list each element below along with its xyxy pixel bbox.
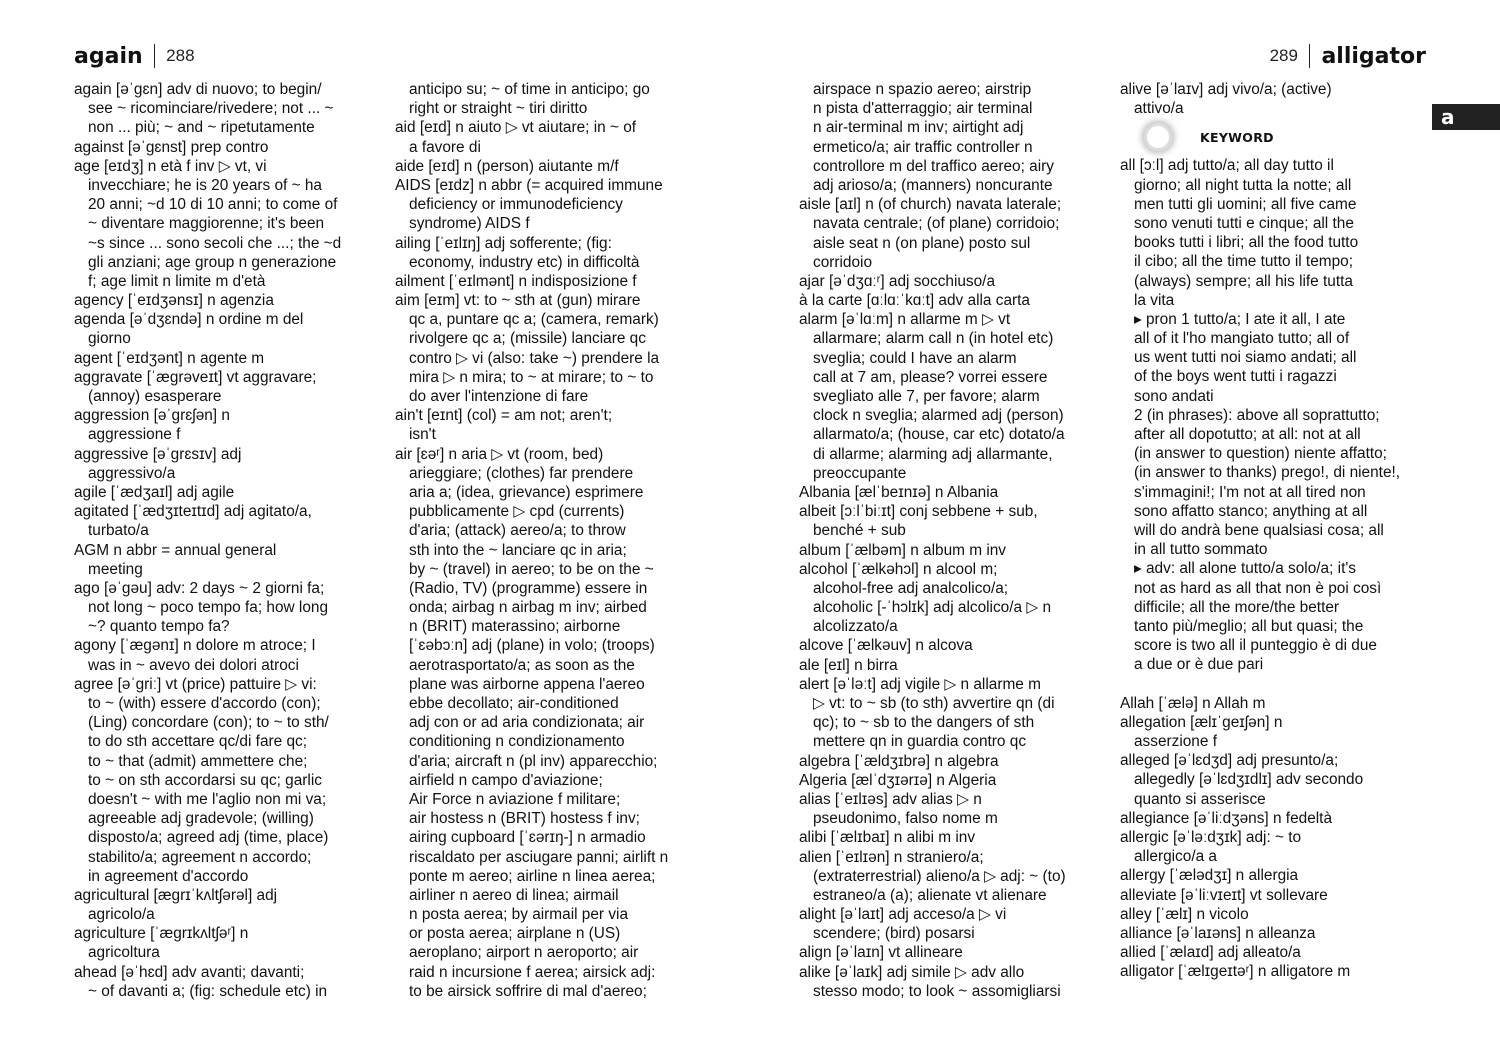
- dictionary-entry-line: asserzione f: [1134, 733, 1217, 750]
- dictionary-entry-headline: aggressive [əˈɡrɛsɪv] adj: [74, 445, 242, 463]
- dictionary-entry-headline: agree [əˈɡriː] vt (price) pattuire ▷ vi:: [74, 675, 317, 693]
- dictionary-entry-line: of the boys went tutti i ragazzi: [1134, 368, 1337, 386]
- dictionary-entry-headline: alcove [ˈælkəuv] n alcova: [799, 637, 973, 655]
- dictionary-entry-line: not as hard as all that non è poi così: [1134, 579, 1382, 597]
- dictionary-entry-line: agreeable adj gradevole; (willing): [88, 810, 314, 828]
- entry-spacer: [1120, 674, 1428, 693]
- dictionary-entry-line: sono venuti tutti e cinque; all the: [1134, 214, 1354, 232]
- dictionary-entry-line: alcohol-free adj analcolico/a;: [813, 579, 1009, 597]
- dictionary-entry-line: [ˈɛəbɔːn] adj (plane) in volo; (troops): [409, 637, 655, 655]
- right-guide-word: alligator: [1321, 43, 1426, 69]
- dictionary-entry-line: doesn't ~ with me l'aglio non mi va;: [88, 790, 327, 808]
- dictionary-entry-line: to ~ on sth accordarsi su qc; garlic: [88, 771, 322, 789]
- dictionary-entry-headline: Albania [ælˈbeɪnɪə] n Albania: [799, 483, 999, 501]
- dictionary-entry-line: adj arioso/a; (manners) noncurante: [813, 176, 1053, 194]
- dictionary-entry-line: syndrome) AIDS f: [409, 215, 530, 233]
- right-page-number: 289: [1269, 46, 1298, 65]
- dictionary-entry-line: giorno: [88, 330, 131, 348]
- dictionary-entry-line: allarmato/a; (house, car etc) dotato/a: [813, 426, 1065, 444]
- dictionary-entry-headline: agriculture [ˈæɡrɪkʌltʃəʳ] n: [74, 925, 249, 943]
- dictionary-entry-headline: age [eɪdʒ] n età f inv ▷ vt, vi: [74, 157, 267, 175]
- dictionary-entry-headline: algebra [ˈældʒɪbrə] n algebra: [799, 752, 999, 770]
- dictionary-entry-headline: alive [əˈlaɪv] adj vivo/a; (active): [1120, 81, 1332, 98]
- dictionary-entry-line: to ~ (with) essere d'accordo (con);: [88, 695, 321, 712]
- dictionary-entry-line: il cibo; all the time tutto il tempo;: [1134, 253, 1353, 271]
- dictionary-entry-line: sono affatto stanco; anything at all: [1134, 502, 1368, 520]
- dictionary-entry-line: attivo/a: [1134, 100, 1184, 118]
- dictionary-entry-line: 20 anni; ~d 10 di 10 anni; to come of: [88, 196, 338, 214]
- dictionary-entry-line: deficiency or immunodeficiency: [409, 196, 623, 214]
- dictionary-entry-line: contro ▷ vi (also: take ~) prendere la: [409, 349, 660, 367]
- dictionary-column-1: [74, 80, 382, 1001]
- dictionary-entry-line: ponte m aereo; airline n linea aerea;: [409, 867, 656, 885]
- dictionary-entry-line: airliner n aereo di linea; airmail: [409, 886, 619, 904]
- dictionary-entry-line: 2 (in phrases): above all soprattutto;: [1134, 406, 1380, 424]
- dictionary-entry-line: giorno; all night tutta la notte; all: [1134, 176, 1352, 194]
- dictionary-entry-line: sveglia; could I have an alarm: [813, 349, 1017, 367]
- letter-thumb-tab: a: [1432, 104, 1500, 130]
- dictionary-entry-line: stesso modo; to look ~ assomigliarsi: [813, 982, 1061, 1000]
- dictionary-entry-line: n air-terminal m inv; airtight adj: [813, 119, 1024, 137]
- dictionary-entry-headline: alleviate [əˈliːvɪeɪt] vt sollevare: [1120, 886, 1328, 904]
- dictionary-entry-headline: allergic [əˈləːdʒɪk] adj: ~ to: [1120, 828, 1302, 846]
- dictionary-entry-line: onda; airbag n airbag m inv; airbed: [409, 599, 647, 617]
- dictionary-entry-line: will do andrà bene qualsiasi cosa; all: [1134, 521, 1384, 539]
- dictionary-entry-line: preoccupante: [813, 464, 907, 482]
- dictionary-entry-line: quanto si asserisce: [1134, 790, 1266, 808]
- dictionary-entry-headline: agitated [ˈædʒɪteɪtɪd] adj agitato/a,: [74, 503, 312, 521]
- dictionary-entry-headline: alarm [əˈlɑːm] n allarme m ▷ vt: [799, 311, 1011, 329]
- dictionary-entry-line: (extraterrestrial) alieno/a ▷ adj: ~ (to): [813, 867, 1066, 885]
- dictionary-entry-line: ermetico/a; air traffic controller n: [813, 138, 1033, 156]
- dictionary-entry-line: pseudonimo, falso nome m: [813, 810, 998, 828]
- dictionary-entry-line: conditioning n condizionamento: [409, 733, 625, 751]
- dictionary-entry-headline: agency [ˈeɪdʒənsɪ] n agenzia: [74, 292, 274, 310]
- dictionary-entry-headline: Algeria [ælˈdʒɪərɪə] n Algeria: [799, 771, 997, 789]
- dictionary-entry-headline: air [ɛəʳ] n aria ▷ vt (room, bed): [395, 445, 604, 463]
- dictionary-entry-line: by ~ (travel) in aereo; to be on the ~: [409, 560, 654, 578]
- dictionary-entry-line: anticipo su; ~ of time in anticipo; go: [409, 81, 650, 98]
- dictionary-entry-line: to do sth accettare qc/di fare qc;: [88, 733, 308, 751]
- dictionary-entry-line: d'aria; (attack) aereo/a; to throw: [409, 522, 626, 540]
- dictionary-entry-headline: agricultural [æɡrɪˈkʌltʃərəl] adj: [74, 886, 278, 904]
- dictionary-entry-line: allegedly [əˈlɛdʒɪdlɪ] adv secondo: [1134, 771, 1364, 789]
- dictionary-entry-headline: allegiance [əˈliːdʒəns] n fedeltà: [1120, 809, 1333, 827]
- dictionary-entry-headline: alias [ˈeɪlɪəs] adv alias ▷ n: [799, 790, 982, 808]
- dictionary-entry-line: disposto/a; agreed adj (time, place): [88, 829, 329, 847]
- dictionary-entry-headline: allegation [ælɪˈɡeɪʃən] n: [1120, 713, 1283, 731]
- dictionary-entry-line: (in answer to question) niente affatto;: [1134, 445, 1387, 463]
- dictionary-entry-headline: against [əˈɡɛnst] prep contro: [74, 138, 269, 156]
- dictionary-entry-line: s'immagini!; I'm not at all tired non: [1134, 483, 1366, 501]
- dictionary-entry-headline: alert [əˈləːt] adj vigile ▷ n allarme m: [799, 675, 1041, 693]
- header-divider: [154, 44, 156, 68]
- dictionary-entry-headline: allergy [ˈælədʒɪ] n allergia: [1120, 867, 1299, 885]
- dictionary-entry-line: was in ~ avevo dei dolori atroci: [88, 656, 299, 674]
- dictionary-entry-line: to ~ that (admit) ammettere che;: [88, 752, 308, 770]
- dictionary-entry-line: do aver l'intenzione di fare: [409, 388, 589, 405]
- dictionary-entry-headline: all [ɔːl] adj tutto/a; all day tutto il: [1120, 157, 1334, 175]
- dictionary-entry-line: isn't: [409, 426, 436, 444]
- dictionary-entry-headline: ago [əˈɡəu] adv: 2 days ~ 2 giorni fa;: [74, 579, 325, 597]
- dictionary-entry-line: books tutti i libri; all the food tutto: [1134, 234, 1359, 252]
- dictionary-entry-line: after all dopotutto; at all: not at all: [1134, 426, 1361, 443]
- dictionary-entry-headline: ale [eɪl] n birra: [799, 656, 898, 674]
- dictionary-entry-headline: align [əˈlaɪn] vt allineare: [799, 944, 963, 962]
- dictionary-entry-line: (Ling) concordare (con); to ~ to sth/: [88, 714, 329, 732]
- dictionary-entry-line: airspace n spazio aereo; airstrip: [813, 81, 1032, 98]
- dictionary-entry-line: tanto più/meglio; all but quasi; the: [1134, 617, 1364, 635]
- dictionary-entry-headline: again [əˈɡɛn] adv di nuovo; to begin/: [74, 81, 322, 98]
- dictionary-entry-line: a due or è due pari: [1134, 656, 1264, 674]
- dictionary-entry-line: corridoio: [813, 253, 873, 271]
- dictionary-entry-line: us went tutti noi siamo andati; all: [1134, 349, 1357, 367]
- dictionary-entry-line: see ~ ricominciare/rivedere; not ... ~: [88, 100, 334, 118]
- dictionary-entry-line: stabilito/a; agreement n accordo;: [88, 848, 312, 866]
- dictionary-entry-line: Air Force n aviazione f militare;: [409, 790, 621, 808]
- dictionary-entry-headline: aggravate [ˈæɡrəveɪt] vt aggravare;: [74, 368, 317, 386]
- dictionary-entry-headline: Allah [ˈælə] n Allah m: [1120, 694, 1266, 712]
- dictionary-entry-line: di allarme; alarming adj allarmante,: [813, 445, 1053, 463]
- dictionary-entry-line: airing cupboard [ˈɛərɪŋ-] n armadio: [409, 829, 646, 847]
- dictionary-entry-headline: agent [ˈeɪdʒənt] n agente m: [74, 349, 265, 367]
- dictionary-entry-headline: alligator [ˈælɪɡeɪtəʳ] n alligatore m: [1120, 963, 1351, 981]
- dictionary-entry-line: navata centrale; (of plane) corridoio;: [813, 215, 1060, 233]
- dictionary-entry-line: invecchiare; he is 20 years of ~ ha: [88, 176, 322, 194]
- dictionary-column-3: [799, 80, 1107, 1001]
- dictionary-entry-line: arieggiare; (clothes) far prendere: [409, 464, 634, 482]
- dictionary-entry-line: alcoholic [-ˈhɔlɪk] adj alcolico/a ▷ n: [813, 599, 1052, 617]
- dictionary-entry-headline: alliance [əˈlaɪəns] n alleanza: [1120, 924, 1316, 942]
- dictionary-entry-line: riscaldato per asciugare panni; airlift n: [409, 848, 669, 866]
- dictionary-entry-headline: ailing [ˈeɪlɪŋ] adj sofferente; (fig:: [395, 234, 612, 252]
- dictionary-entry-line: ebbe decollato; air-conditioned: [409, 695, 619, 712]
- dictionary-entry-line: aria a; (idea, grievance) esprimere: [409, 483, 644, 501]
- dictionary-entry-line: ▸ adv: all alone tutto/a solo/a; it's: [1134, 560, 1356, 578]
- keyword-label: KEYWORD: [1200, 129, 1274, 145]
- dictionary-entry-line: benché + sub: [813, 522, 906, 540]
- dictionary-entry-line: all of it l'ho mangiato tutto; all of: [1134, 330, 1350, 348]
- dictionary-entry-line: sth into the ~ lanciare qc in aria;: [409, 541, 627, 559]
- dictionary-entry-line: economy, industry etc) in difficoltà: [409, 253, 640, 271]
- dictionary-entry-headline: ailment [ˈeɪlmənt] n indisposizione f: [395, 272, 637, 290]
- dictionary-entry-line: ~ diventare maggiorenne; it's been: [88, 215, 325, 233]
- dictionary-entry-line: raid n incursione f aerea; airsick adj:: [409, 963, 656, 981]
- dictionary-entry-headline: alleged [əˈlɛdʒd] adj presunto/a;: [1120, 752, 1339, 770]
- dictionary-entry-headline: alibi [ˈælɪbaɪ] n alibi m inv: [799, 829, 976, 847]
- dictionary-entry-headline: alcohol [ˈælkəhɔl] n alcool m;: [799, 560, 998, 578]
- dictionary-entry-headline: aim [eɪm] vt: to ~ sth at (gun) mirare: [395, 292, 641, 310]
- dictionary-entry-line: aggressione f: [88, 426, 181, 444]
- dictionary-entry-line: call at 7 am, please? vorrei essere: [813, 368, 1048, 386]
- dictionary-entry-line: mira ▷ n mira; to ~ at mirare; to ~ to: [409, 368, 654, 386]
- dictionary-entry-line: to be airsick soffrire di mal d'aereo;: [409, 982, 647, 1000]
- dictionary-entry-line: n pista d'atterraggio; air terminal: [813, 100, 1033, 118]
- left-page-number: 288: [166, 46, 195, 65]
- dictionary-entry-headline: allied [ˈælaɪd] adj alleato/a: [1120, 944, 1301, 962]
- dictionary-entry-line: agricolo/a: [88, 906, 155, 924]
- dictionary-entry-line: ~ of davanti a; (fig: schedule etc) in: [88, 982, 328, 1000]
- dictionary-entry-line: (always) sempre; all his life tutta: [1134, 272, 1353, 290]
- dictionary-entry-headline: aid [eɪd] n aiuto ▷ vt aiutare; in ~ of: [395, 119, 637, 137]
- dictionary-entry-line: sono andati: [1134, 387, 1214, 405]
- dictionary-entry-line: aggressivo/a: [88, 464, 176, 482]
- dictionary-entry-line: ▸ pron 1 tutto/a; I ate it all, I ate: [1134, 310, 1346, 328]
- dictionary-entry-line: in agreement d'accordo: [88, 867, 249, 885]
- dictionary-entry-line: score is two all il punteggio è di due: [1134, 637, 1377, 655]
- dictionary-entry-headline: aggression [əˈɡrɛʃən] n: [74, 407, 230, 425]
- dictionary-entry-line: aerotrasportato/a; as soon as the: [409, 656, 635, 674]
- dictionary-entry-line: difficile; all the more/the better: [1134, 598, 1340, 616]
- dictionary-entry-headline: agenda [əˈdʒɛndə] n ordine m del: [74, 311, 304, 329]
- dictionary-entry-line: or posta aerea; airplane n (US): [409, 925, 621, 943]
- dictionary-entry-headline: ahead [əˈhɛd] adv avanti; davanti;: [74, 963, 305, 981]
- dictionary-entry-headline: alight [əˈlaɪt] adj acceso/a ▷ vi: [799, 906, 1007, 924]
- keyword-bullet-icon: [1144, 123, 1172, 151]
- dictionary-entry-line: ~? quanto tempo fa?: [88, 618, 230, 636]
- dictionary-entry-line: non ... più; ~ and ~ ripetutamente: [88, 119, 315, 137]
- dictionary-entry-line: men tutti gli uomini; all five came: [1134, 195, 1357, 213]
- dictionary-entry-line: agricoltura: [88, 944, 160, 962]
- dictionary-entry-headline: AGM n abbr = annual general: [74, 541, 277, 559]
- keyword-marker: [1120, 118, 1428, 156]
- dictionary-entry-line: adj con or ad aria condizionata; air: [409, 714, 645, 732]
- page-header-left: [74, 38, 195, 74]
- dictionary-entry-line: alcolizzato/a: [813, 618, 898, 636]
- header-divider: [1309, 44, 1311, 68]
- dictionary-entry-headline: alike [əˈlaɪk] adj simile ▷ adv allo: [799, 963, 1025, 981]
- dictionary-entry-line: estraneo/a (a); alienate vt alienare: [813, 886, 1047, 904]
- dictionary-entry-line: qc); to ~ sb to the dangers of sth: [813, 714, 1035, 732]
- dictionary-entry-headline: à la carte [ɑːlɑːˈkɑːt] adv alla carta: [799, 292, 1030, 310]
- dictionary-entry-line: d'aria; aircraft n (pl inv) apparecchio;: [409, 752, 658, 770]
- dictionary-entry-line: n posta aerea; by airmail per via: [409, 906, 629, 924]
- dictionary-entry-headline: aide [eɪd] n (person) aiutante m/f: [395, 157, 619, 175]
- dictionary-entry-line: allarmare; alarm call n (in hotel etc): [813, 330, 1054, 348]
- dictionary-entry-headline: albeit [ɔːlˈbiːɪt] conj sebbene + sub,: [799, 503, 1038, 521]
- page-header-right: [1270, 38, 1426, 74]
- dictionary-entry-headline: agile [ˈædʒaɪl] adj agile: [74, 483, 235, 501]
- dictionary-entry-line: mettere qn in guardia contro qc: [813, 733, 1027, 751]
- dictionary-entry-line: a favore di: [409, 138, 481, 156]
- dictionary-entry-line: aeroplano; airport n aeroporto; air: [409, 944, 639, 962]
- dictionary-entry-line: rivolgere qc a; (missile) lanciare qc: [409, 330, 646, 348]
- dictionary-entry-line: ▷ vt: to ~ sb (to sth) avvertire qn (di: [813, 695, 1055, 712]
- dictionary-entry-headline: ajar [əˈdʒɑːʳ] adj socchiuso/a: [799, 272, 996, 290]
- dictionary-entry-headline: album [ˈælbəm] n album m inv: [799, 541, 1006, 559]
- dictionary-entry-line: svegliato alle 7, per favore; alarm: [813, 388, 1040, 405]
- dictionary-entry-line: not long ~ poco tempo fa; how long: [88, 599, 329, 617]
- left-guide-word: again: [74, 43, 143, 69]
- dictionary-entry-headline: alley [ˈælɪ] n vicolo: [1120, 905, 1249, 923]
- dictionary-entry-line: qc a, puntare qc a; (camera, remark): [409, 311, 659, 329]
- dictionary-column-4: [1120, 80, 1428, 981]
- dictionary-entry-headline: agony [ˈæɡənɪ] n dolore m atroce; I: [74, 637, 316, 655]
- dictionary-entry-line: scendere; (bird) posarsi: [813, 925, 975, 943]
- dictionary-entry-headline: alien [ˈeɪlɪən] n straniero/a;: [799, 848, 984, 866]
- dictionary-entry-headline: AIDS [eɪdz] n abbr (= acquired immune: [395, 176, 663, 194]
- dictionary-entry-line: allergico/a a: [1134, 848, 1217, 866]
- dictionary-entry-line: f; age limit n limite m d'età: [88, 272, 266, 290]
- dictionary-entry-line: n (BRIT) materassino; airborne: [409, 618, 621, 636]
- dictionary-entry-line: controllore m del traffico aereo; airy: [813, 157, 1054, 175]
- dictionary-entry-line: in all tutto sommato: [1134, 541, 1268, 559]
- dictionary-entry-line: ~s since ... sono secoli che ...; the ~d: [88, 234, 342, 252]
- dictionary-entry-headline: aisle [aɪl] n (of church) navata laterale;: [799, 196, 1062, 214]
- dictionary-entry-line: clock n sveglia; alarmed adj (person): [813, 407, 1064, 425]
- dictionary-entry-line: meeting: [88, 560, 143, 578]
- dictionary-entry-line: turbato/a: [88, 522, 149, 540]
- dictionary-entry-line: air hostess n (BRIT) hostess f inv;: [409, 810, 640, 828]
- dictionary-entry-line: (Radio, TV) (programme) essere in: [409, 579, 648, 597]
- dictionary-entry-line: aisle seat n (on plane) posto sul: [813, 234, 1031, 252]
- dictionary-entry-line: airfield n campo d'aviazione;: [409, 771, 603, 789]
- dictionary-entry-line: (in answer to thanks) prego!, di niente!,: [1134, 464, 1401, 482]
- dictionary-entry-line: pubblicamente ▷ cpd (currents): [409, 503, 625, 521]
- dictionary-column-2: [395, 80, 703, 1001]
- dictionary-entry-line: right or straight ~ tiri diritto: [409, 100, 588, 118]
- dictionary-entry-line: plane was airborne appena l'aereo: [409, 675, 645, 693]
- dictionary-entry-headline: ain't [eɪnt] (col) = am not; aren't;: [395, 407, 613, 425]
- dictionary-entry-line: gli anziani; age group n generazione: [88, 253, 337, 271]
- dictionary-entry-line: la vita: [1134, 291, 1175, 309]
- dictionary-entry-line: (annoy) esasperare: [88, 388, 222, 405]
